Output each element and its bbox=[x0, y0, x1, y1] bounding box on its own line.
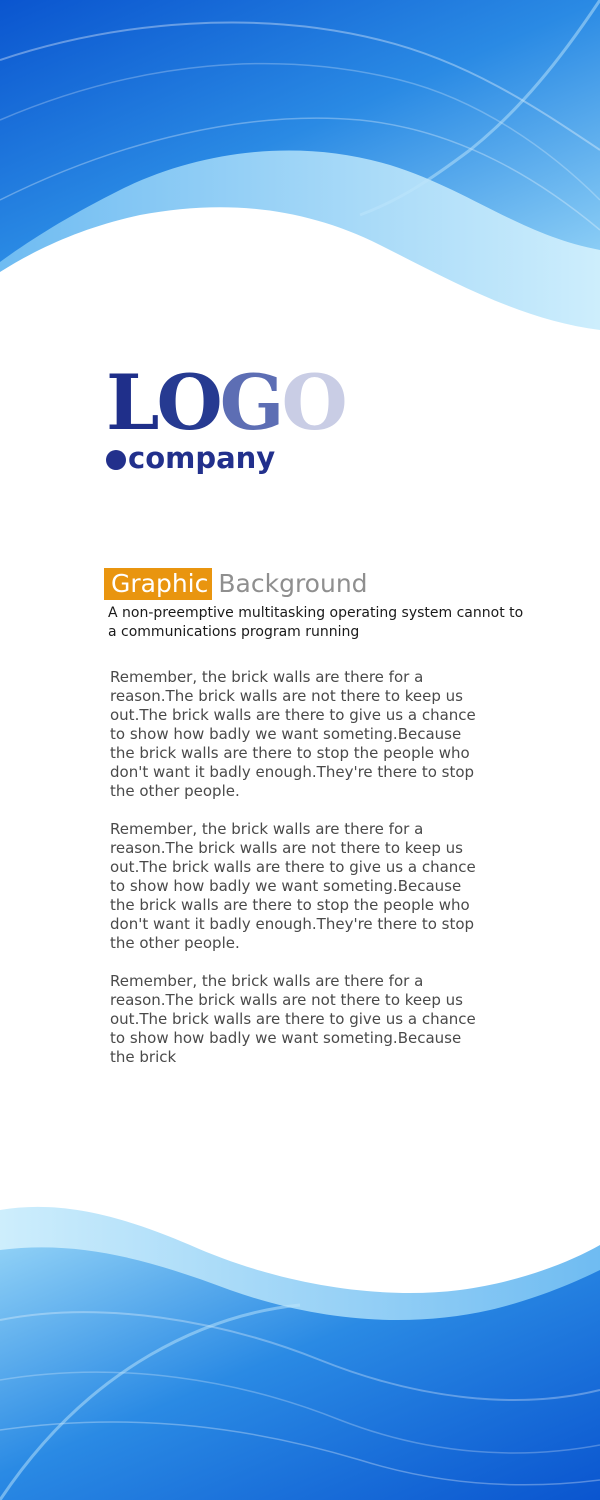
logo-dot-icon bbox=[106, 450, 126, 470]
paragraph: Remember, the brick walls are there for a reason.The brick walls are not there to keep us out.The brick walls are there to give us a chance to show how badly we want someting.Because the brick bbox=[110, 972, 476, 1066]
logo-letter: O bbox=[281, 358, 345, 447]
top-wave-decoration bbox=[0, 0, 600, 340]
logo-company-text: company bbox=[128, 441, 276, 475]
logo-letter: O bbox=[156, 358, 220, 447]
logo-company-line bbox=[106, 442, 275, 474]
logo-letter: L bbox=[106, 358, 157, 447]
company-logo bbox=[106, 358, 345, 482]
paragraph: Remember, the brick walls are there for a reason.The brick walls are not there to keep us out.The brick walls are there to give us a chance to show how badly we want someting.Because the brick walls are there to stop the people who don't want it badly enough.They're there to stop the other people. bbox=[110, 820, 476, 952]
heading-highlight: Graphic bbox=[104, 568, 212, 600]
body-text bbox=[110, 668, 490, 1086]
heading-rest: Background bbox=[218, 569, 368, 598]
logo-wordmark bbox=[106, 358, 345, 447]
logo-letter: G bbox=[219, 358, 282, 447]
subtitle: A non-preemptive multitasking operating system cannot to a communications program running bbox=[108, 605, 524, 640]
section-heading bbox=[104, 568, 368, 600]
paragraph: Remember, the brick walls are there for a reason.The brick walls are not there to keep us out.The brick walls are there to give us a chance to show how badly we want someting.Because the brick walls are there to stop the people who don't want it badly enough.They're there to stop the other people. bbox=[110, 668, 476, 800]
bottom-wave-decoration bbox=[0, 1190, 600, 1500]
